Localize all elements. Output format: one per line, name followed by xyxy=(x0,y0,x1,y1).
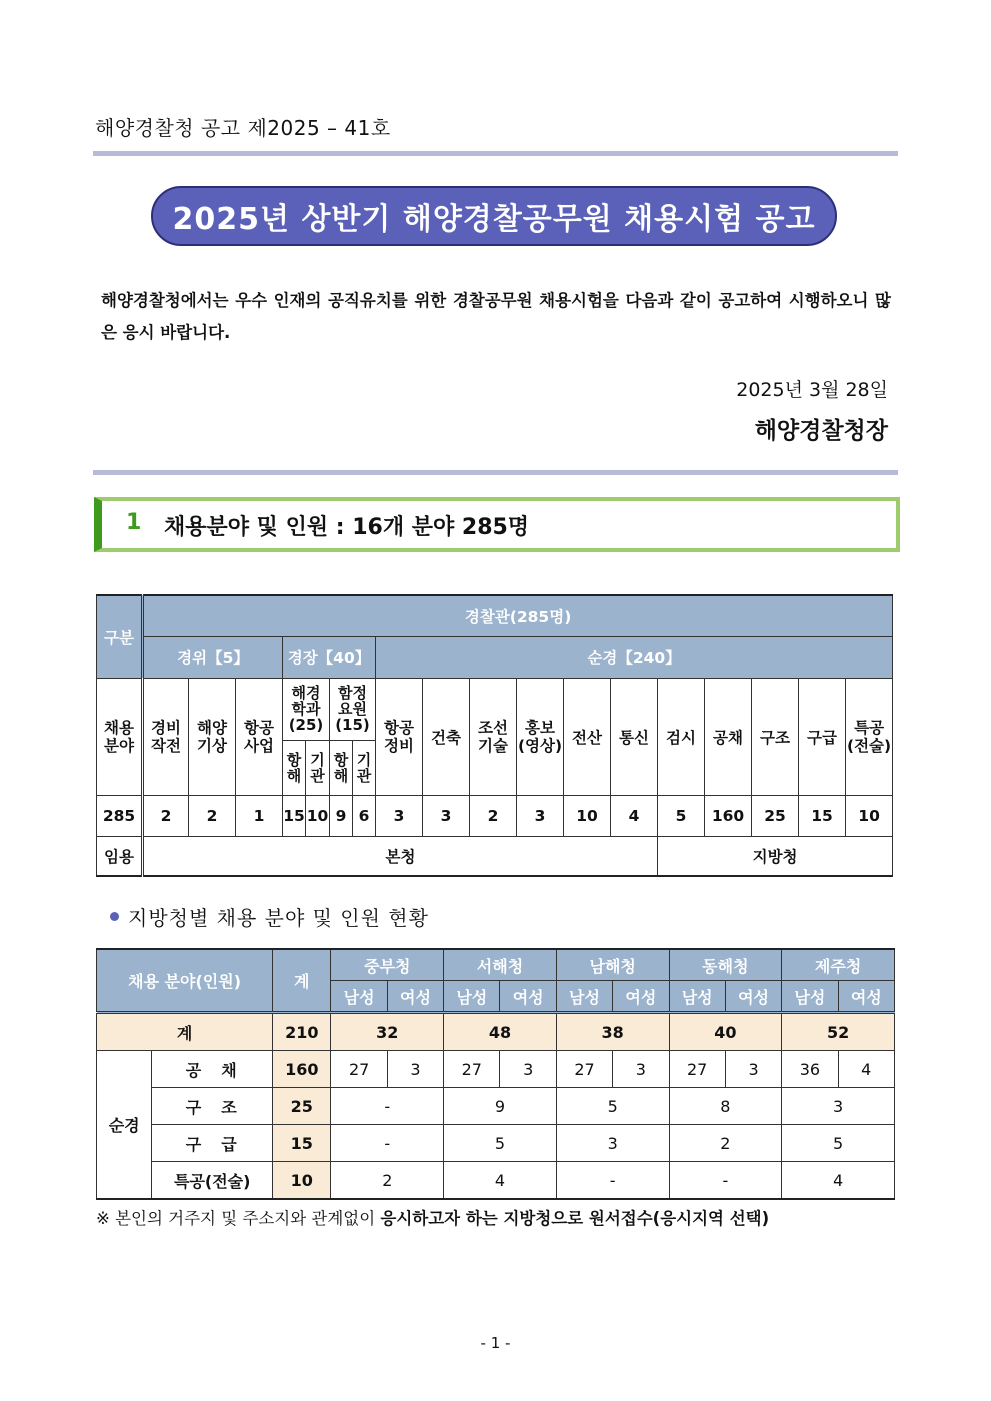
total-row-label: 계 xyxy=(97,1013,273,1051)
row-value: 27 xyxy=(669,1051,725,1088)
footnote-plain: ※ 본인의 거주지 및 주소지와 관계없이 xyxy=(96,1209,381,1228)
total-row-value: 40 xyxy=(669,1013,782,1051)
row-value: 27 xyxy=(556,1051,612,1088)
field-cell: 경비 작전 xyxy=(143,678,189,795)
row-value: 27 xyxy=(444,1051,500,1088)
count-cell: 2 xyxy=(470,795,517,836)
region-header: 동해청 xyxy=(669,949,782,981)
region-header: 중부청 xyxy=(331,949,444,981)
middle-divider xyxy=(93,470,898,475)
field-cell: 항공 사업 xyxy=(236,678,283,795)
count-cell: 2 xyxy=(189,795,236,836)
field-cell: 홍보 (영상) xyxy=(517,678,564,795)
field-cell: 해경 학과 (25) xyxy=(283,678,330,740)
field-cell: 특공 (전술) xyxy=(846,678,893,795)
male-header: 남성 xyxy=(444,981,500,1013)
field-cell: 항공 정비 xyxy=(376,678,423,795)
field-label: 채용 분야 xyxy=(97,678,143,795)
appoint-label: 임용 xyxy=(97,836,143,876)
field-header: 채용 분야(인원) xyxy=(97,949,273,1013)
row-value: 2 xyxy=(669,1125,782,1162)
region-header: 서해청 xyxy=(444,949,557,981)
row-value: 4 xyxy=(444,1162,557,1200)
row-value: 3 xyxy=(782,1088,895,1125)
count-cell: 6 xyxy=(353,795,376,836)
female-header: 여성 xyxy=(387,981,443,1013)
field-cell: 구급 xyxy=(799,678,846,795)
male-header: 남성 xyxy=(782,981,838,1013)
rank-gyeongjang: 경장【40】 xyxy=(283,636,376,678)
row-value: 3 xyxy=(556,1125,669,1162)
sub-field-cell: 기관 xyxy=(353,740,376,795)
notice-date: 2025년 3월 28일 xyxy=(736,379,888,401)
field-cell: 해양 기상 xyxy=(189,678,236,795)
count-cell: 1 xyxy=(236,795,283,836)
female-header: 여성 xyxy=(613,981,669,1013)
gubun-header: 구분 xyxy=(97,595,143,678)
row-sum: 160 xyxy=(273,1051,331,1088)
count-cell: 25 xyxy=(752,795,799,836)
section-header xyxy=(94,497,900,552)
row-value: 5 xyxy=(782,1125,895,1162)
top-divider xyxy=(93,151,898,156)
count-cell: 15 xyxy=(799,795,846,836)
region-header: 제주청 xyxy=(782,949,895,981)
rank-sungyeong: 순경【240】 xyxy=(376,636,893,678)
notice-number: 해양경찰청 공고 제2025 – 41호 xyxy=(95,116,391,140)
page-number: - 1 - xyxy=(480,1334,511,1352)
count-cell: 10 xyxy=(564,795,611,836)
male-header: 남성 xyxy=(331,981,387,1013)
row-label: 특공(전술) xyxy=(152,1162,273,1200)
group-label: 순경 xyxy=(97,1051,152,1200)
count-cell: 2 xyxy=(143,795,189,836)
row-value: 3 xyxy=(500,1051,556,1088)
footnote-bold: 응시하고자 하는 지방청으로 원서접수(응시지역 선택) xyxy=(380,1209,770,1228)
row-value: 2 xyxy=(331,1162,444,1200)
count-cell: 4 xyxy=(611,795,658,836)
count-cell: 3 xyxy=(517,795,564,836)
row-value: - xyxy=(331,1125,444,1162)
female-header: 여성 xyxy=(500,981,556,1013)
field-cell: 구조 xyxy=(752,678,799,795)
row-label: 공 채 xyxy=(152,1051,273,1088)
count-cell: 160 xyxy=(705,795,752,836)
row-value: 3 xyxy=(387,1051,443,1088)
recruitment-table xyxy=(96,594,893,877)
row-value: 36 xyxy=(782,1051,838,1088)
row-value: 3 xyxy=(725,1051,781,1088)
region-header: 남해청 xyxy=(556,949,669,981)
issuer: 해양경찰청장 xyxy=(754,418,888,444)
appoint-hq: 본청 xyxy=(143,836,658,876)
bullet-icon xyxy=(110,912,119,921)
row-label: 구 급 xyxy=(152,1125,273,1162)
count-cell: 10 xyxy=(846,795,893,836)
appoint-regional: 지방청 xyxy=(658,836,893,876)
sub-field-cell: 항해 xyxy=(330,740,353,795)
total-count: 285 xyxy=(97,795,143,836)
count-cell: 15 xyxy=(283,795,306,836)
total-row-value: 52 xyxy=(782,1013,895,1051)
rank-gyeongwi: 경위【5】 xyxy=(143,636,283,678)
regional-heading: 지방청별 채용 분야 및 인원 현황 xyxy=(128,906,429,930)
count-cell: 9 xyxy=(330,795,353,836)
regional-table xyxy=(96,948,895,1200)
count-cell: 5 xyxy=(658,795,705,836)
row-value: 4 xyxy=(838,1051,894,1088)
female-header: 여성 xyxy=(838,981,894,1013)
section-number: 1 xyxy=(126,510,142,535)
field-cell: 검시 xyxy=(658,678,705,795)
row-sum: 15 xyxy=(273,1125,331,1162)
row-value: 3 xyxy=(613,1051,669,1088)
row-sum: 25 xyxy=(273,1088,331,1125)
male-header: 남성 xyxy=(669,981,725,1013)
sub-field-cell: 항해 xyxy=(283,740,306,795)
count-cell: 10 xyxy=(306,795,330,836)
row-sum: 10 xyxy=(273,1162,331,1200)
intro-paragraph: 해양경찰청에서는 우수 인재의 공직유치를 위한 경찰공무원 채용시험을 다음과 같이 공고하여 시행하오니 많은 응시 바랍니다. xyxy=(101,291,891,342)
field-cell: 전산 xyxy=(564,678,611,795)
female-header: 여성 xyxy=(725,981,781,1013)
count-cell: 3 xyxy=(423,795,470,836)
row-value: 4 xyxy=(782,1162,895,1200)
total-row-value: 32 xyxy=(331,1013,444,1051)
row-value: 8 xyxy=(669,1088,782,1125)
section-title: 채용분야 및 인원 : 16개 분야 285명 xyxy=(164,515,530,540)
row-value: - xyxy=(669,1162,782,1200)
field-cell: 조선 기술 xyxy=(470,678,517,795)
row-value: - xyxy=(331,1088,444,1125)
total-row-value: 48 xyxy=(444,1013,557,1051)
sum-header: 계 xyxy=(273,949,331,1013)
field-cell: 함정 요원 (15) xyxy=(330,678,376,740)
row-value: 27 xyxy=(331,1051,387,1088)
row-value: 5 xyxy=(444,1125,557,1162)
total-row-sum: 210 xyxy=(273,1013,331,1051)
row-value: 5 xyxy=(556,1088,669,1125)
field-cell: 통신 xyxy=(611,678,658,795)
row-label: 구 조 xyxy=(152,1088,273,1125)
row-value: - xyxy=(556,1162,669,1200)
male-header: 남성 xyxy=(556,981,612,1013)
count-cell: 3 xyxy=(376,795,423,836)
row-value: 9 xyxy=(444,1088,557,1125)
field-cell: 건축 xyxy=(423,678,470,795)
footnote xyxy=(96,1205,769,1229)
total-row-value: 38 xyxy=(556,1013,669,1051)
document-title: 2025년 상반기 해양경찰공무원 채용시험 공고 xyxy=(151,186,837,246)
sub-field-cell: 기관 xyxy=(306,740,330,795)
field-cell: 공채 xyxy=(705,678,752,795)
police-total-header: 경찰관(285명) xyxy=(143,595,893,636)
